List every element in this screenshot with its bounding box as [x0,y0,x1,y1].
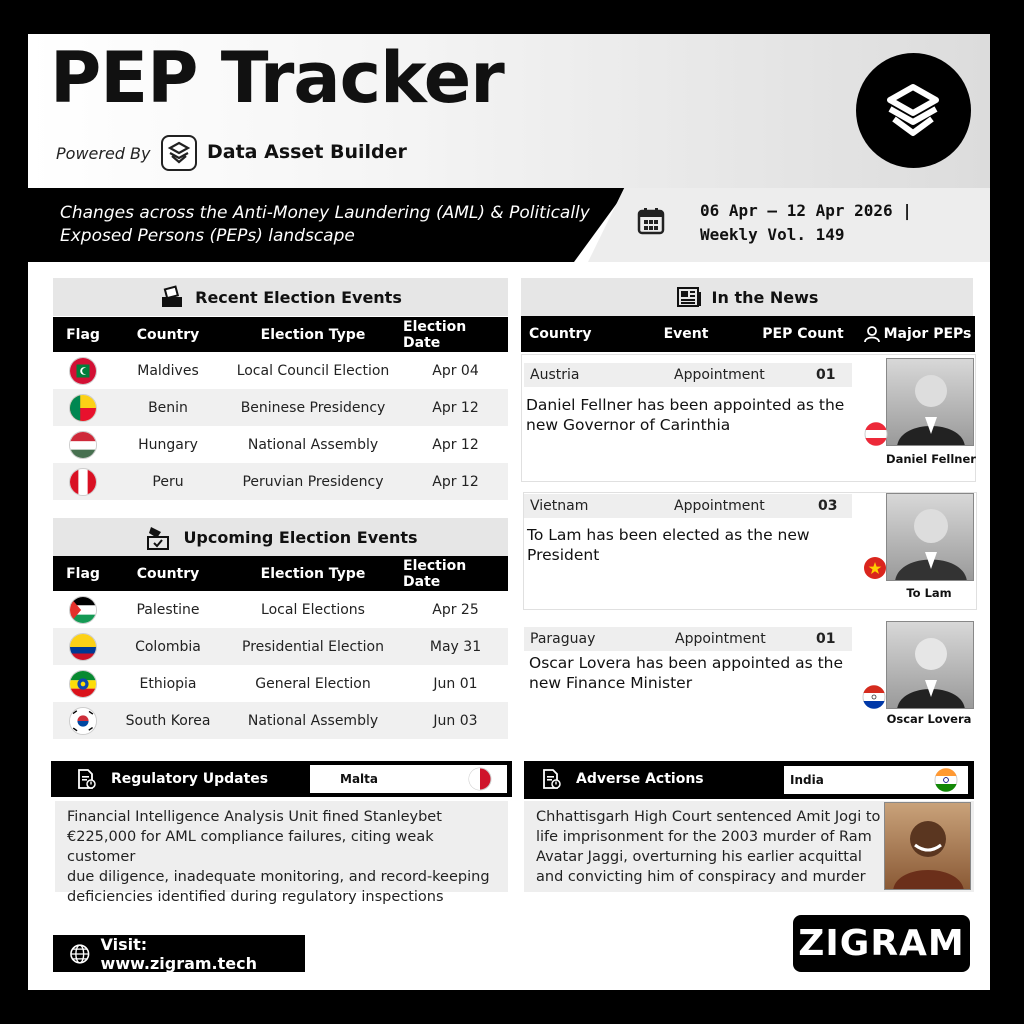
regulatory-title: Regulatory Updates [111,771,269,787]
table-row [53,628,508,665]
adverse-title: Adverse Actions [576,771,704,787]
table-row [53,665,508,702]
desc-line: new Governor of Carinthia [526,416,731,434]
election-date: Apr 12 [432,436,479,453]
zigram-logo-text: ZIGRAM [798,923,965,964]
table-row [53,702,508,739]
adverse-header [524,761,974,799]
col-election-type: Election Type [260,565,366,582]
adverse-country: India [790,773,824,787]
malta-flag-icon [468,767,492,791]
country-name: Ethiopia [139,675,197,692]
person-name: Oscar Lovera [886,712,972,726]
news-pep-count: 01 [816,631,836,647]
col-pep-count: PEP Count [762,326,844,342]
col-election-date: Election Date [403,318,467,351]
election-type: National Assembly [247,436,379,453]
news-description [526,395,856,435]
upcoming-elections-header [53,518,508,556]
powered-by-label: Powered By [56,144,151,163]
news-title: In the News [711,287,819,307]
election-date: Jun 01 [433,675,478,692]
news-pep-count: 03 [818,498,838,514]
austria-flag-icon [864,422,888,446]
zigram-logo [793,915,970,972]
body-line: Chhattisgarh High Court sentenced Amit Jogi to [536,809,881,825]
body-line: due diligence, inadequate monitoring, and record-keeping [67,869,490,885]
hungary-flag-icon [69,431,97,459]
news-meta-row [524,363,852,387]
table-row [53,389,508,426]
regulatory-body [55,801,508,905]
regulatory-header [51,761,512,797]
person-name: To Lam [906,586,952,600]
news-event: Appointment [674,367,765,383]
country-name: Colombia [135,638,201,655]
palestine-flag-icon [69,596,97,624]
person-photo [886,493,974,581]
desc-line: To Lam has been elected as the new [527,526,810,544]
visit-link[interactable] [53,935,305,972]
col-country: Country [136,565,200,582]
tagline-line-2: Exposed Persons (PEPs) landscape [60,226,355,246]
body-line: Financial Intelligence Analysis Unit fined Stanleybet [67,809,442,825]
calendar-icon [636,206,666,236]
banner-tagline [60,202,590,248]
col-election-type: Election Type [260,326,366,343]
col-country: Country [529,326,592,342]
tagline-line-1: Changes across the Anti-Money Laundering (AML) & Politically [60,203,590,223]
election-type: General Election [255,675,371,692]
person-photo [886,621,974,709]
globe-icon [69,943,91,965]
election-date: Apr 12 [432,399,479,416]
recent-elections-header [53,278,508,316]
recent-elections-title: Recent Election Events [195,287,402,307]
col-event: Event [663,326,709,342]
election-type: Presidential Election [242,638,384,655]
recent-elections-table-header [53,317,508,352]
country-name: Peru [152,473,184,490]
election-type: Beninese Presidency [240,399,386,416]
volume-number: Weekly Vol. 149 [700,225,845,244]
col-country: Country [136,326,200,343]
election-date: Jun 03 [433,712,478,729]
india-flag-icon [934,768,958,792]
person-name: Daniel Fellner [886,452,976,466]
paraguay-flag-icon [862,685,886,709]
table-row [53,463,508,500]
body-line: deficiencies identified during regulatory inspections [67,889,444,905]
person-icon [863,325,881,343]
brand-name: Data Asset Builder [207,141,407,163]
election-date: Apr 12 [432,473,479,490]
news-description [529,653,859,693]
upcoming-elections-table-header [53,556,508,591]
adverse-country-box [784,766,968,794]
ethiopia-flag-icon [69,670,97,698]
election-type: National Assembly [247,712,379,729]
col-election-date: Election Date [403,557,467,590]
benin-flag-icon [69,394,97,422]
document-alert-icon [75,768,97,790]
table-row [53,591,508,628]
date-range: 06 Apr – 12 Apr 2026 | [700,201,912,220]
desc-line: Daniel Fellner has been appointed as the [526,396,845,414]
person-photo [886,358,974,446]
news-event: Appointment [675,631,766,647]
news-description [527,525,857,565]
table-row [53,352,508,389]
country-name: Maldives [137,362,199,379]
peru-flag-icon [69,468,97,496]
ballot-box-icon [159,285,185,309]
election-date: May 31 [429,638,482,655]
desc-line: President [527,546,600,564]
country-name: Benin [148,399,188,416]
election-type: Local Elections [261,601,365,618]
body-line: Avatar Jaggi, overturning his earlier acquittal [536,849,862,865]
news-meta-row [524,494,852,518]
layers-logo-icon [856,53,971,168]
voting-hand-icon [143,523,173,551]
body-line: €225,000 for AML compliance failures, citing weak customer [67,829,434,865]
body-line: and convicting him of conspiracy and murder [536,869,866,885]
election-type: Peruvian Presidency [242,473,384,490]
south-korea-flag-icon [69,707,97,735]
page-title: PEP Tracker [50,37,504,119]
upcoming-elections-title: Upcoming Election Events [183,527,418,547]
newspaper-icon [676,286,702,308]
edition-info [700,199,912,247]
news-pep-count: 01 [816,367,836,383]
country-name: Palestine [136,601,200,618]
country-name: Hungary [138,436,198,453]
news-country: Paraguay [530,631,596,647]
news-header [521,278,973,316]
news-table-header [521,316,975,352]
body-line: life imprisonment for the 2003 murder of Ram [536,829,872,845]
desc-line: Oscar Lovera has been appointed as the [529,654,844,672]
person-photo [884,802,971,890]
data-asset-builder-logo-icon [161,135,197,171]
news-country: Vietnam [530,498,589,514]
col-flag: Flag [66,326,100,343]
news-meta-row [524,627,852,651]
regulatory-country-box [310,765,507,793]
election-date: Apr 25 [432,601,479,618]
pep-tracker-page [28,34,990,990]
colombia-flag-icon [69,633,97,661]
election-type: Local Council Election [236,362,390,379]
desc-line: new Finance Minister [529,674,693,692]
vietnam-flag-icon [863,556,887,580]
col-flag: Flag [66,565,100,582]
document-warning-icon [540,768,562,790]
news-event: Appointment [674,498,765,514]
election-date: Apr 04 [432,362,479,379]
visit-url[interactable]: Visit: www.zigram.tech [100,934,258,973]
maldives-flag-icon [69,357,97,385]
table-row [53,426,508,463]
col-major-peps: Major PEPs [883,326,972,342]
regulatory-country: Malta [340,772,378,786]
news-country: Austria [530,367,580,383]
country-name: South Korea [125,712,211,729]
